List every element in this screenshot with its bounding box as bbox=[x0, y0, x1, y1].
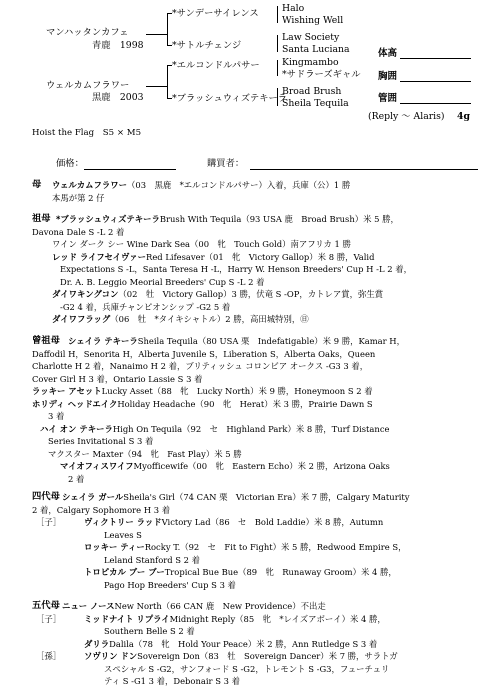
child-mark: ［子］ bbox=[36, 517, 62, 527]
child-mark: ［子］ bbox=[36, 613, 62, 624]
dam5-line: ソヴリン ドンSovereign Don（83 牡 Sovereign Dancer）米 7 勝，サラトガ bbox=[84, 651, 398, 661]
section-granddam bbox=[32, 213, 482, 326]
section-great-granddam bbox=[32, 335, 482, 485]
grandchild-mark: ［孫］ bbox=[36, 651, 62, 661]
buyer-label: 購買者： bbox=[207, 158, 245, 169]
dam5-line: ダリラDalila（78 牝 Hold Your Peace）米 2 勝，Ann Rutledge S 3 着 bbox=[84, 638, 378, 649]
g3-1: Halo bbox=[282, 3, 305, 14]
g3-6: *サドラーズギャル bbox=[282, 69, 361, 80]
dam4-line: Leaves S bbox=[104, 529, 142, 540]
ggdam-line: マクスター Maxter（94 牝 Fast Play）米 5 勝 bbox=[48, 448, 242, 459]
ggdam-line: 2 着 bbox=[68, 473, 85, 484]
ggdam-line: シェイラ テキーラSheila Tequila（80 USA 栗 Indefatigable）米 9 勝，Kamar H， bbox=[68, 336, 405, 346]
granddam-line: Dr. A. B. Leggio Meorial Breeders' Cup S -L 2 着 bbox=[60, 276, 265, 287]
ggdam-line: ハイ オン テキーラHigh On Tequila（92 セ Highland Park）米 8 勝，Turf Distance bbox=[40, 423, 390, 434]
dam-dam: *ブラッシュウィズテキーラ bbox=[172, 93, 288, 104]
dam4-line: ロッキー ティーRocky T.（92 セ Fit to Fight）米 5 勝，Redwood Empire S， bbox=[84, 542, 407, 552]
section-label: 四代母 bbox=[32, 491, 60, 502]
ggdam-line: Daffodil H，Senorita H，Alberta Juvenile S，Liberation S，Alberta Oaks，Queen bbox=[32, 348, 376, 359]
ggdam-line: Charlotte H 2 着，Nanaimo H 2 着，ブリティッシュ コロンビア オークス -G3 3 着， bbox=[32, 361, 369, 371]
section-label: 五代母 bbox=[32, 600, 60, 611]
reply-tail: 4g bbox=[457, 111, 470, 122]
ggdam-line: Cover Girl H 3 着，Ontario Lassie S 3 着 bbox=[32, 373, 203, 384]
section-dam bbox=[32, 179, 482, 205]
section-label: 曾祖母 bbox=[32, 335, 60, 346]
granddam-line: ワイン ダーク シー Wine Dark Sea（00 牝 Touch Gold）南アフリカ 1 勝 bbox=[52, 239, 351, 249]
g3-3: Law Society bbox=[282, 32, 340, 43]
granddam-line: Davona Dale S -L 2 着 bbox=[32, 226, 125, 237]
reply-note: (Reply ～ Alaris) bbox=[368, 111, 445, 122]
inbreeding-note: Hoist the Flag S5 × M5 bbox=[32, 128, 142, 138]
ggdam-line: Series Invitational S 3 着 bbox=[48, 436, 154, 446]
dam5-line: Southern Belle S 2 着 bbox=[104, 626, 195, 636]
price-label: 価格： bbox=[56, 158, 84, 169]
dam5-line: ミッドナイト リプライMidnight Reply（85 牝 *レイズアボーイ）米 4 勝， bbox=[84, 613, 386, 624]
section-4th-dam bbox=[32, 491, 482, 591]
g3-4: Santa Luciana bbox=[282, 44, 350, 55]
g3-5: Kingmambo bbox=[282, 57, 339, 68]
dam4-line: Leland Stanford S 2 着 bbox=[104, 554, 201, 565]
ggdam-line: ホリディ ヘッドエイクHoliday Headache（90 牝 Herat）米 3 勝，Prairie Dawn S bbox=[32, 398, 373, 409]
cannon-label: 管囲 bbox=[378, 93, 398, 104]
section-label: 母 bbox=[32, 179, 42, 190]
granddam-line: *ブラッシュウィズテキーラBrush With Tequila（93 USA 鹿 Broad Brush）米 5 勝， bbox=[56, 214, 399, 224]
ggdam-line: ラッキー アセットLucky Asset（88 牝 Lucky North）米 9 勝，Honeymoon S 2 着 bbox=[32, 386, 373, 396]
dam4-line: 2 着，Calgary Sophomore H 3 着 bbox=[32, 504, 171, 515]
ggdam-line: マイオフィスワイフMyofficewife（00 牝 Eastern Echo）米 2 勝，Arizona Oaks bbox=[60, 461, 390, 471]
g3-7: Broad Brush bbox=[282, 86, 342, 97]
dam4-line: Pago Hop Breeders' Cup S 3 着 bbox=[104, 579, 236, 590]
sire-sire: *サンデーサイレンス bbox=[172, 8, 259, 19]
section-label: 祖母 bbox=[32, 213, 51, 224]
dam-info: 黒鹿 2003 bbox=[92, 92, 144, 103]
girth-label: 胸囲 bbox=[378, 71, 398, 82]
dam-name: ウェルカムフラワー bbox=[46, 80, 130, 91]
dam4-line: ヴィクトリー ラッドVictory Lad（86 セ Bold Laddie）米 8 勝，Autumn bbox=[84, 517, 384, 527]
section-5th-dam bbox=[32, 600, 482, 686]
dam-line-1: ウェルカムフラワー（03 黒鹿 *エルコンドルパサー）入着，兵庫（公）1 勝 bbox=[52, 180, 351, 190]
granddam-line: ダイワキングコン（02 牡 Victory Gallop）3 勝，伏竜 S -OP，カトレア賞，弥生賞 bbox=[52, 289, 384, 299]
sire-info: 青鹿 1998 bbox=[92, 40, 144, 51]
dam4-line: トロピカル ブー ブーTropical Bue Bue（89 牝 Runaway Groom）米 4 勝， bbox=[84, 567, 397, 577]
height-label: 体高 bbox=[378, 48, 398, 59]
dam5-line: スペシャル S -G2，サンフォード S -G2，トレモント S -G3，フューチュリ bbox=[104, 663, 390, 674]
dam-line-2: 本馬が第 2 仔 bbox=[52, 192, 105, 203]
sire-dam: *サトルチェンジ bbox=[172, 40, 242, 51]
granddam-line: ダイワフラッグ（06 牡 *タイキシャトル）2 勝，高田城特別，㊐ bbox=[52, 314, 309, 324]
g3-8: Sheila Tequila bbox=[282, 98, 349, 109]
dam-sire: *エルコンドルパサー bbox=[172, 60, 260, 71]
dam4-line: シェイラ ガールSheila's Girl（74 CAN 栗 Victorian Era）米 7 勝，Calgary Maturity bbox=[62, 492, 410, 502]
dam5-line: ティ S -G1 3 着，Debonair S 3 着 bbox=[104, 676, 240, 686]
granddam-line: Expectations S -L，Santa Teresa H -L，Harry W. Henson Breeders' Cup H -L 2 着， bbox=[60, 264, 412, 274]
granddam-line: レッド ライフセイヴァーRed Lifesaver（01 牝 Victory Gallop）米 8 勝，Valid bbox=[52, 251, 375, 262]
ggdam-line: 3 着 bbox=[48, 411, 65, 421]
sire-name: マンハッタンカフェ bbox=[46, 27, 129, 38]
granddam-line: -G2 4 着，兵庫チャンピオンシップ -G2 5 着 bbox=[60, 301, 231, 312]
g3-2: Wishing Well bbox=[282, 15, 344, 26]
dam5-line: ニュー ノースNew North（66 CAN 鹿 New Providence）不出走 bbox=[62, 601, 326, 611]
